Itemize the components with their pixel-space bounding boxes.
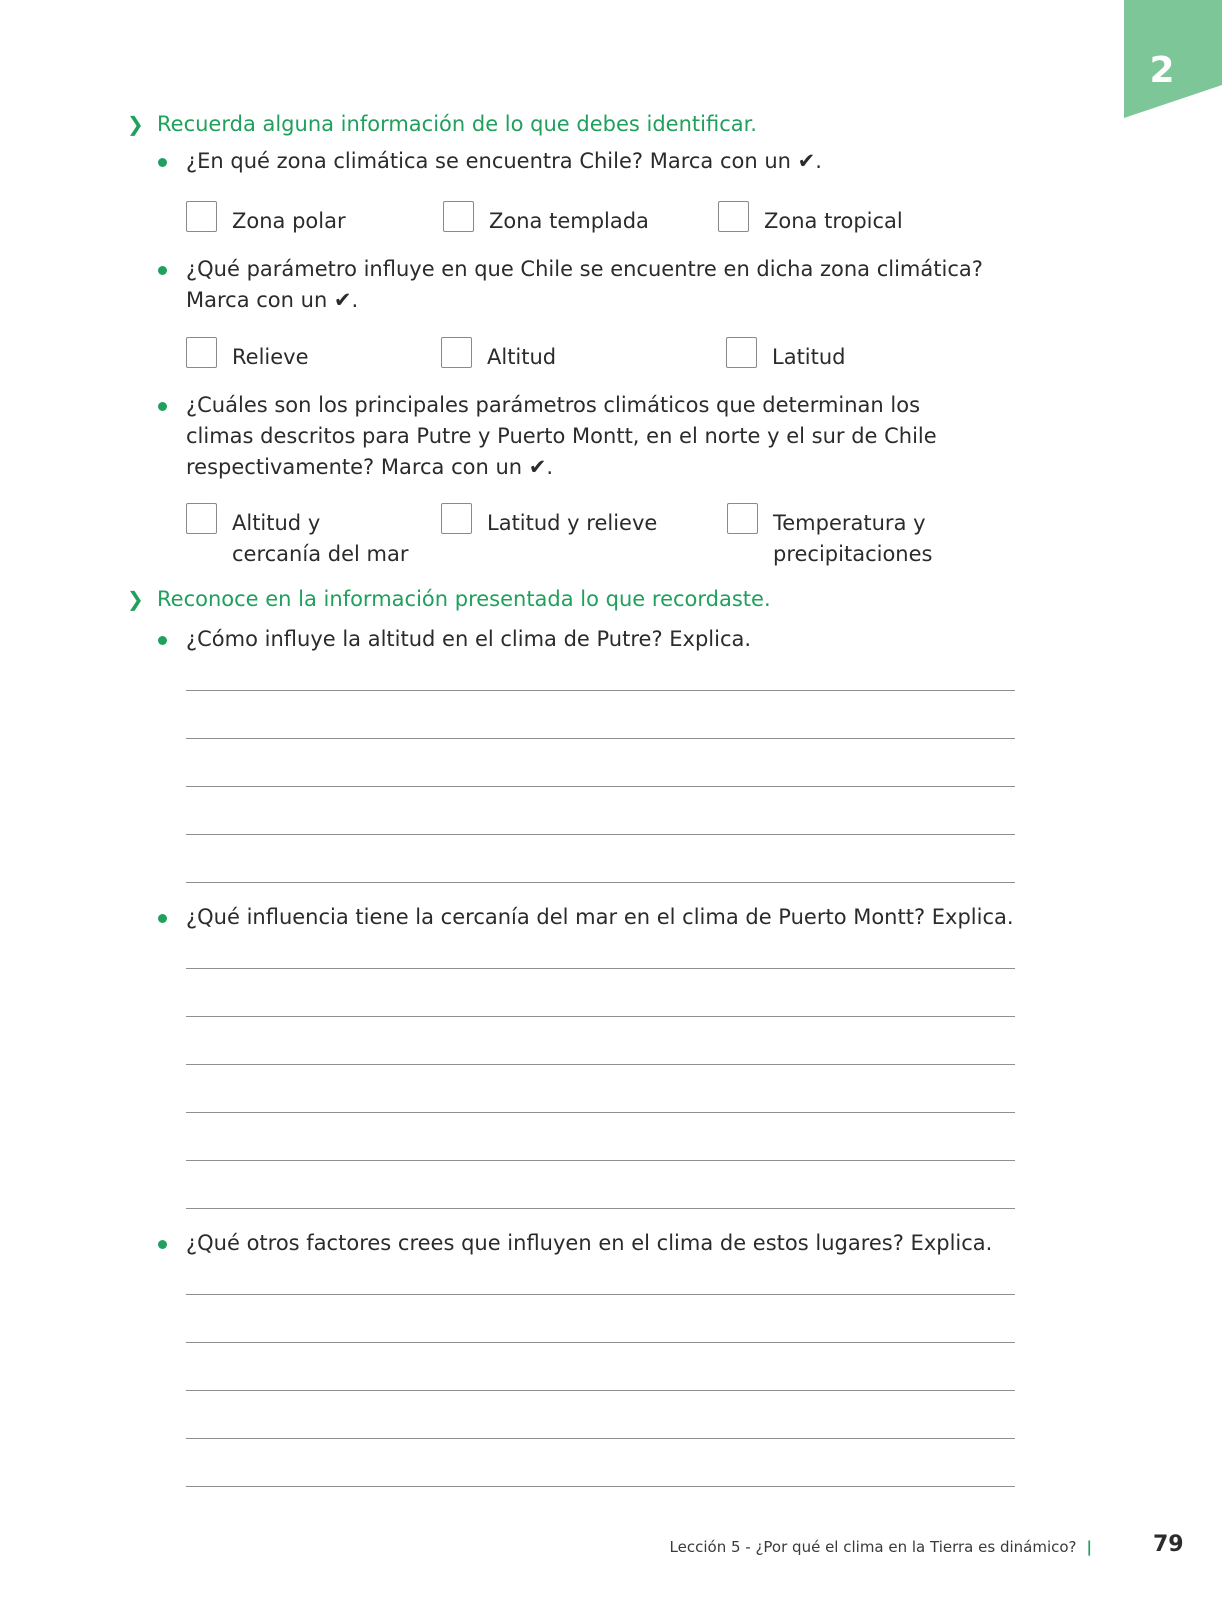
answer-line[interactable]	[186, 834, 1015, 835]
answer-line[interactable]	[186, 1390, 1015, 1391]
checkbox[interactable]	[186, 337, 217, 368]
answer-line[interactable]	[186, 1112, 1015, 1113]
question-text-line2: Marca con un ✔.	[186, 288, 359, 312]
bullet-icon	[158, 158, 167, 167]
section-heading-recuerda	[127, 112, 757, 142]
answer-line[interactable]	[186, 1064, 1015, 1065]
answer-line[interactable]	[186, 1438, 1015, 1439]
option-label-line1: Latitud y relieve	[487, 511, 658, 535]
question-text: ¿Qué otros factores crees que influyen en el clima de estos lugares? Explica.	[186, 1231, 993, 1255]
answer-line[interactable]	[186, 968, 1015, 969]
answer-line[interactable]	[186, 1016, 1015, 1017]
question-text: ¿Cómo influye la altitud en el clima de Putre? Explica.	[186, 627, 752, 651]
checkbox[interactable]	[726, 337, 757, 368]
option-label-line2: cercanía del mar	[232, 542, 409, 566]
checkbox[interactable]	[441, 337, 472, 368]
option-label-line2: precipitaciones	[773, 542, 933, 566]
checkbox[interactable]	[443, 201, 474, 232]
answer-line[interactable]	[186, 1486, 1015, 1487]
question-text: ¿Qué influencia tiene la cercanía del mar en el clima de Puerto Montt? Explica.	[186, 905, 1014, 929]
option-label: Zona tropical	[764, 209, 903, 233]
answer-line[interactable]	[186, 1160, 1015, 1161]
option-label: Altitud	[487, 345, 557, 369]
question-text-line2: climas descritos para Putre y Puerto Montt, en el norte y el sur de Chile	[186, 424, 937, 448]
section-heading-reconoce	[127, 587, 771, 617]
option-label: Zona templada	[489, 209, 649, 233]
section-title: Recuerda alguna información de lo que debes identificar.	[157, 112, 757, 136]
option-label: Latitud	[772, 345, 846, 369]
answer-line[interactable]	[186, 786, 1015, 787]
option-label-line1: Altitud y	[232, 511, 321, 535]
option-label: Relieve	[232, 345, 309, 369]
lesson-title: Lección 5 - ¿Por qué el clima en la Tierra es dinámico?	[669, 1538, 1077, 1556]
question-text-line1: ¿Cuáles son los principales parámetros climáticos que determinan los	[186, 393, 921, 417]
bullet-icon	[158, 1240, 167, 1249]
answer-line[interactable]	[186, 738, 1015, 739]
answer-line[interactable]	[186, 1294, 1015, 1295]
checkbox[interactable]	[727, 503, 758, 534]
footer-separator: |	[1086, 1538, 1092, 1556]
chevron-right-icon: ❯	[127, 587, 144, 611]
chapter-number: 2	[1149, 50, 1175, 91]
section-title: Reconoce en la información presentada lo que recordaste.	[157, 587, 771, 611]
checkbox[interactable]	[186, 201, 217, 232]
answer-line[interactable]	[186, 1342, 1015, 1343]
answer-line[interactable]	[186, 690, 1015, 691]
option-label-line1: Temperatura y	[773, 511, 926, 535]
question-text-line1: ¿Qué parámetro influye en que Chile se encuentre en dicha zona climática?	[186, 257, 983, 281]
answer-line[interactable]	[186, 882, 1015, 883]
question-text-line3: respectivamente? Marca con un ✔.	[186, 455, 554, 479]
bullet-icon	[158, 402, 167, 411]
chevron-right-icon: ❯	[127, 112, 144, 136]
bullet-icon	[158, 266, 167, 275]
answer-line[interactable]	[186, 1208, 1015, 1209]
question-text: ¿En qué zona climática se encuentra Chile? Marca con un ✔.	[186, 149, 822, 173]
checkbox[interactable]	[718, 201, 749, 232]
option-label: Zona polar	[232, 209, 346, 233]
bullet-icon	[158, 914, 167, 923]
page-number: 79	[1153, 1532, 1184, 1557]
bullet-icon	[158, 636, 167, 645]
checkbox[interactable]	[186, 503, 217, 534]
checkbox[interactable]	[441, 503, 472, 534]
footer-lesson	[670, 1538, 1102, 1556]
